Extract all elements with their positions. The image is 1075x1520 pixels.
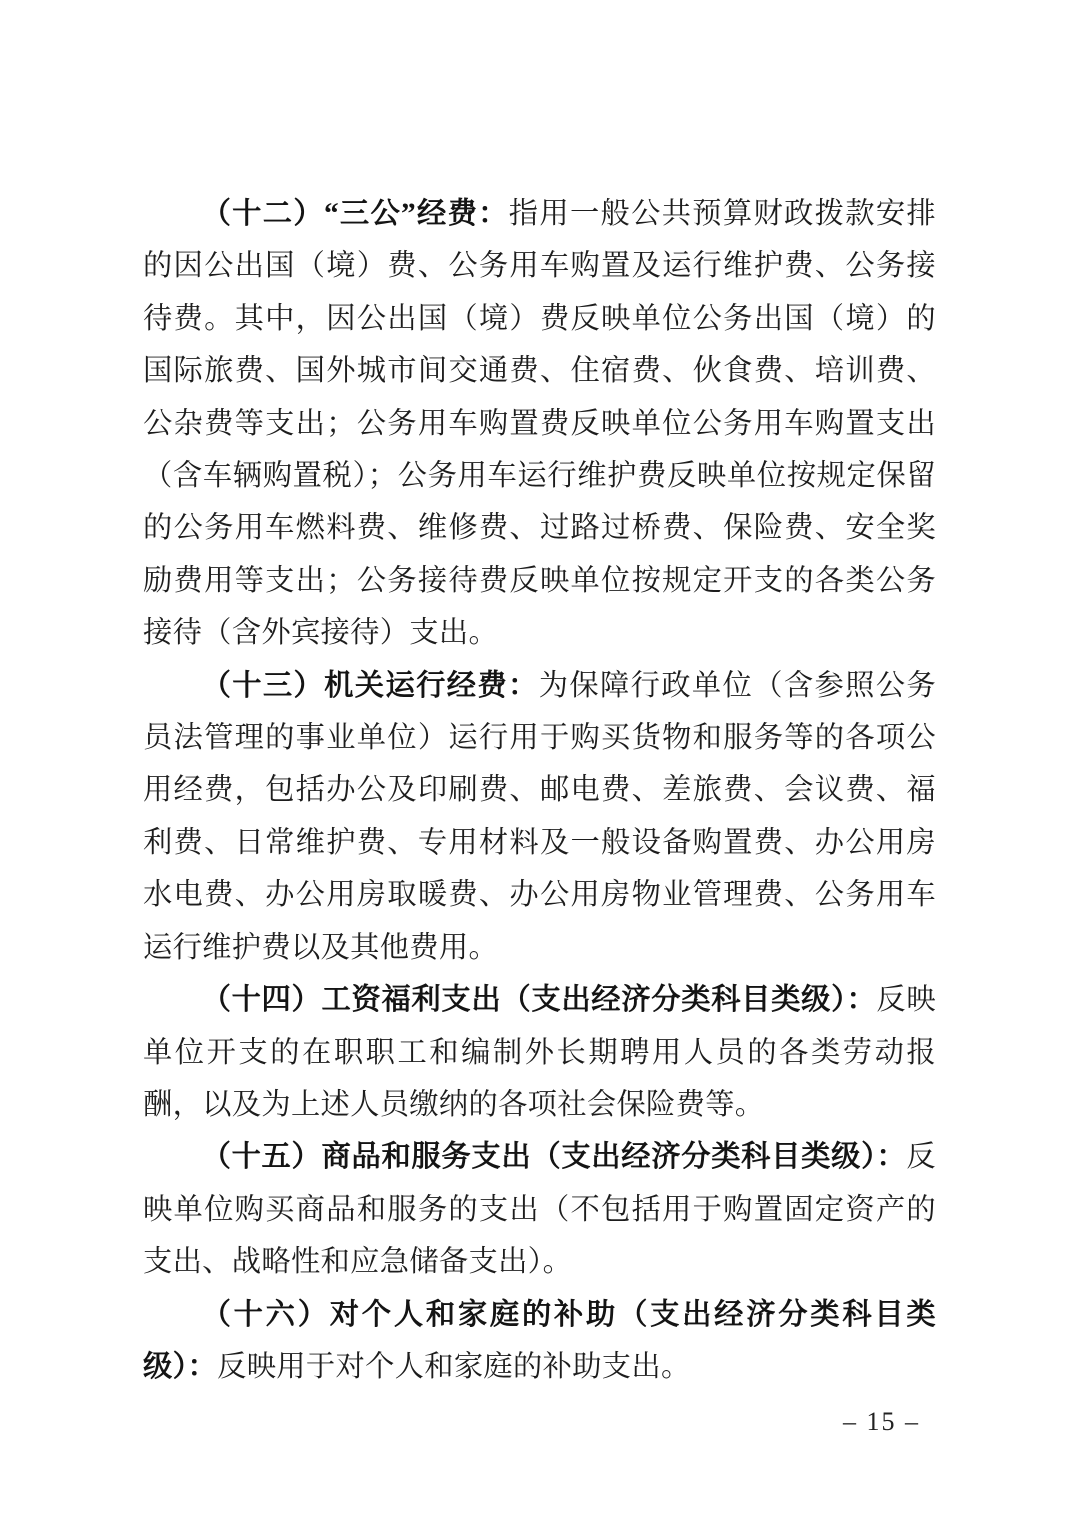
- paragraph-14-wage-welfare-expenditure-text: 反映单位开支的在职职工和编制外长期聘用人员的各类劳动报酬，以及为上述人员缴纳的各项社会保险费等。: [143, 984, 936, 1121]
- paragraph-13-agency-operating-funds: [143, 660, 936, 974]
- paragraph-12-three-public-expenses-heading: （十二）“三公”经费：: [201, 198, 509, 230]
- paragraph-13-agency-operating-funds-heading: （十三）机关运行经费：: [201, 669, 539, 702]
- paragraph-12-three-public-expenses: [143, 188, 936, 660]
- paragraph-15-goods-services-expenditure-text: 反映单位购买商品和服务的支出（不包括用于购置固定资产的支出、战略性和应急储备支出）。: [143, 1141, 936, 1279]
- paragraph-13-agency-operating-funds-text: 为保障行政单位（含参照公务员法管理的事业单位）运行用于购买货物和服务等的各项公用经费，包括办公及印刷费、邮电费、差旅费、会议费、福利费、日常维护费、专用材料及一般设备购置费、办公用房水电费、办公用房取暖费、办公用房物业管理费、公务用车运行维护费以及其他费用。: [143, 669, 936, 964]
- paragraph-16-individual-family-subsidies-text: 反映用于对个人和家庭的补助支出。: [217, 1350, 691, 1383]
- paragraph-14-wage-welfare-expenditure-heading: （十四）工资福利支出（支出经济分类科目类级）：: [201, 984, 877, 1017]
- paragraph-16-individual-family-subsidies-heading: （十六）对个人和家庭的补助（支出经济分类科目类级）：: [143, 1298, 936, 1383]
- page-number: – 15 –: [843, 1407, 920, 1436]
- document-body: [143, 188, 936, 1393]
- paragraph-15-goods-services-expenditure-heading: （十五）商品和服务支出（支出经济分类科目类级）：: [201, 1141, 907, 1174]
- paragraph-16-individual-family-subsidies: [143, 1289, 936, 1394]
- paragraph-12-three-public-expenses-text: 指用一般公共预算财政拨款安排的因公出国（境）费、公务用车购置及运行维护费、公务接待费。其中，因公出国（境）费反映单位公务出国（境）的国际旅费、国外城市间交通费、住宿费、伙食费、培训费、公杂费等支出；公务用车购置费反映单位公务用车购置支出（含车辆购置税）；公务用车运行维护费反映单位按规定保留的公务用车燃料费、维修费、过路过桥费、保险费、安全奖励费用等支出；公务接待费反映单位按规定开支的各类公务接待（含外宾接待）支出。: [143, 198, 936, 650]
- paragraph-14-wage-welfare-expenditure: [143, 974, 936, 1131]
- paragraph-15-goods-services-expenditure: [143, 1131, 936, 1288]
